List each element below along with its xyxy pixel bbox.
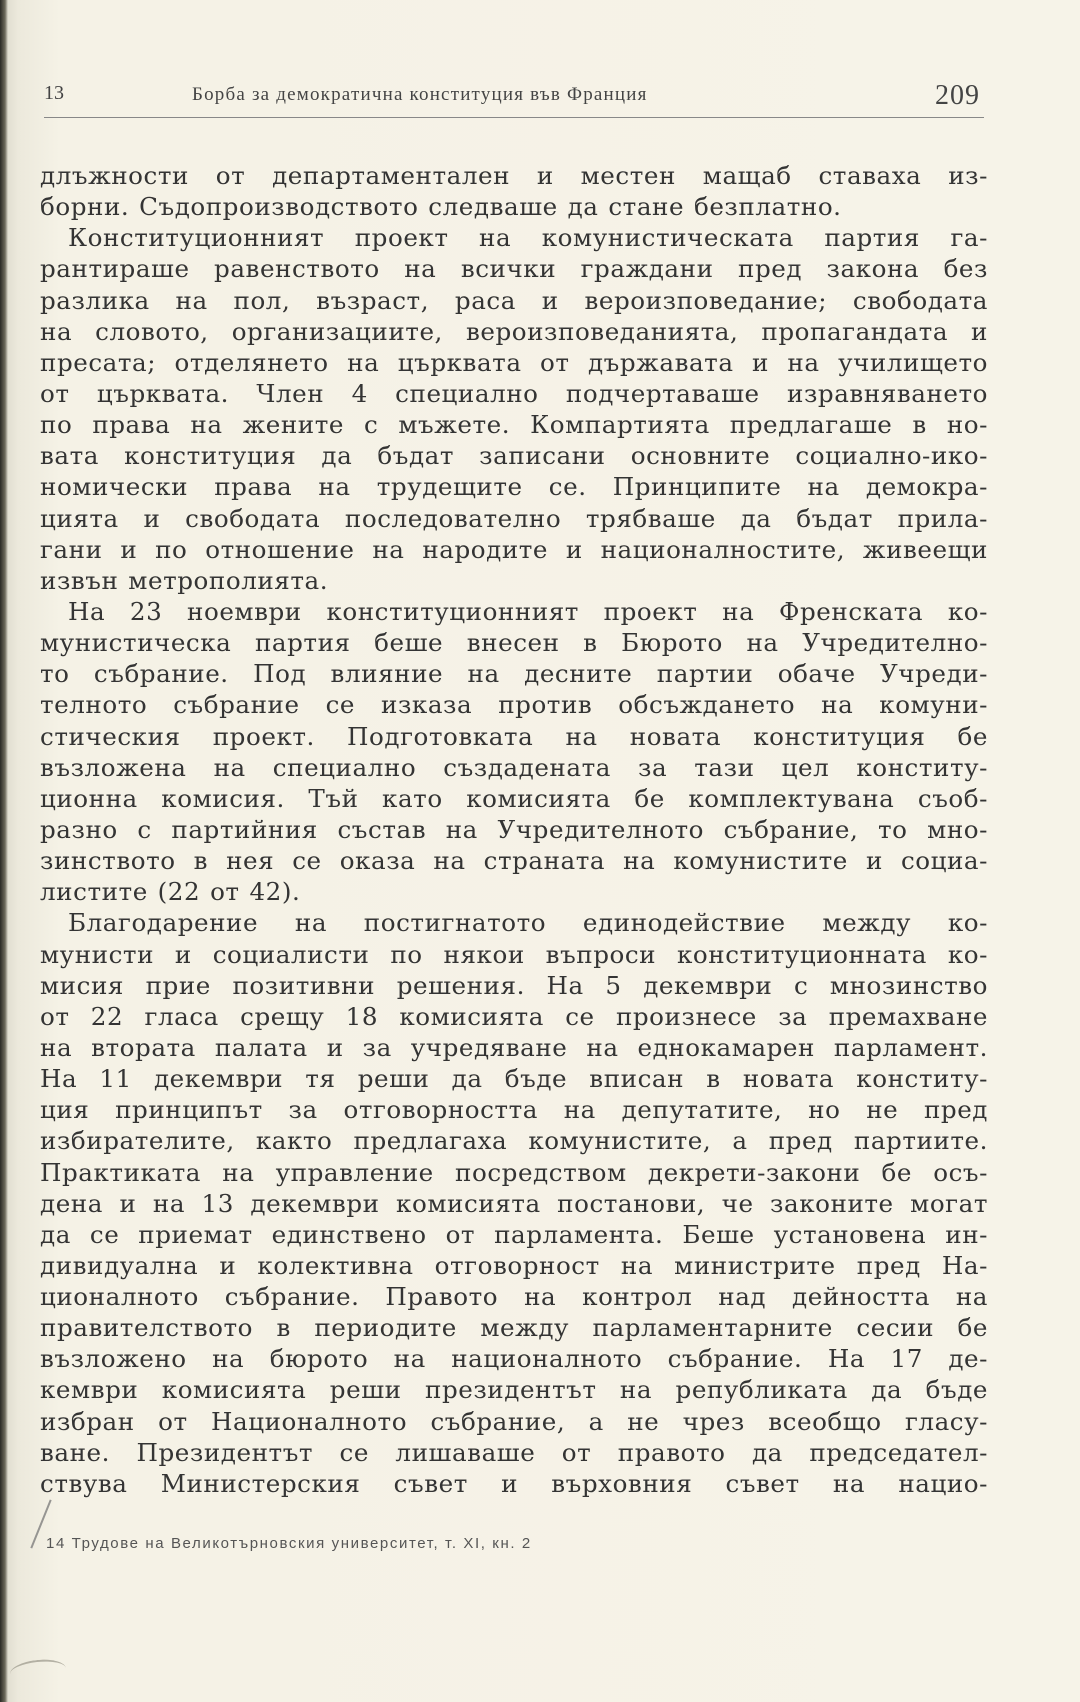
text-line: вата конституция да бъдат записани основните социално-ико-: [40, 441, 988, 471]
text-line: пресата; отделянето на църквата от държавата и на училището: [40, 347, 988, 377]
text-line: възложена на специално създадената за тази цел конститу-: [40, 752, 988, 782]
text-line: извън метрополията.: [40, 565, 329, 595]
text-line: гани и по отношение на народите и националностите, живеещи: [40, 534, 988, 564]
text-line: правителството в периодите между парламентарните сесии бе: [40, 1313, 988, 1343]
text-line: ция принципът за отговорността на депутатите, но не пред: [40, 1095, 988, 1125]
text-line: възложено на бюрото на националното събрание. На 17 де-: [40, 1344, 988, 1374]
running-title: Борба за демократична конституция във Франция: [192, 84, 648, 105]
text-line: Практиката на управление посредством декрети-закони бе осъ-: [40, 1157, 988, 1187]
text-line: на словото, организациите, вероизповеданията, пропагандата и: [40, 316, 988, 346]
page-edge-mark: [9, 1657, 67, 1685]
text-line: от църквата. Член 4 специално подчертаваше изравняването: [40, 378, 988, 408]
text-line: зинството в нея се оказа на страната на комунистите и социа-: [40, 846, 988, 876]
header-rule: [44, 117, 984, 118]
text-line: Благодарение на постигнатото единодействие между ко-: [68, 908, 988, 938]
text-line: стическия проект. Подготовката на новата конституция бе: [40, 721, 988, 751]
footnote-signature: 14 Трудове на Великотърновския университет, т. XI, кн. 2: [46, 1535, 532, 1552]
text-line: дена и на 13 декември комисията постанови, че законите могат: [40, 1188, 988, 1218]
text-line: разно с партийния състав на Учредителното събрание, то мно-: [40, 814, 988, 844]
text-line: ционна комисия. Тъй като комисията бе комплектувана съоб-: [40, 783, 988, 813]
text-line: цията и свободата последователно трябваше да бъдат прила-: [40, 503, 988, 533]
text-line: На 11 декември тя реши да бъде вписан в новата конститу-: [40, 1064, 988, 1094]
text-line: рантираше равенството на всички граждани пред закона без: [40, 254, 988, 284]
text-line: телното събрание се изказа против обсъждането на комуни-: [40, 690, 988, 720]
text-line: избран от Националното събрание, а не чрез всеобщо гласу-: [40, 1406, 988, 1436]
body-text: [40, 160, 988, 1499]
text-line: от 22 гласа срещу 18 комисията се произнесе за премахване: [40, 1001, 988, 1031]
text-line: ционалното събрание. Правото на контрол над дейността на: [40, 1282, 988, 1312]
text-line: по права на жените с мъжете. Компартията предлагаше в но-: [40, 410, 988, 440]
text-line: борни. Съдопроизводството следваше да стане безплатно.: [40, 192, 842, 222]
text-line: дивидуална и колективна отговорност на министрите пред На-: [40, 1250, 988, 1280]
text-line: мисия прие позитивни решения. На 5 декември с мнозинство: [40, 970, 988, 1000]
text-line: кември комисията реши президентът на републиката да бъде: [40, 1375, 988, 1405]
text-line: на втората палата и за учредяване на еднокамарен парламент.: [40, 1032, 988, 1062]
signature-mark: 13: [44, 82, 64, 104]
text-line: то събрание. Под влияние на десните партии обаче Учреди-: [40, 659, 988, 689]
text-line: длъжности от департаментален и местен мащаб ставаха из-: [40, 161, 988, 190]
text-line: мунистическа партия беше внесен в Бюрото на Учредително-: [40, 628, 988, 658]
text-line: На 23 ноември конституционният проект на Френската ко-: [68, 596, 988, 626]
text-line: Конституционният проект на комунистическата партия га-: [68, 223, 988, 253]
page-number: 209: [935, 80, 980, 111]
text-line: избирателите, както предлагаха комунистите, а пред партиите.: [40, 1126, 988, 1156]
page-header: [44, 78, 984, 114]
text-line: да се приемат единствено от парламента. Беше установена ин-: [40, 1219, 988, 1249]
text-line: ствува Министерския съвет и върховния съвет на нацио-: [40, 1468, 988, 1498]
text-line: листите (22 от 42).: [40, 877, 301, 907]
text-line: ване. Президентът се лишаваше от правото да председател-: [40, 1437, 988, 1467]
text-line: мунисти и социалисти по някои въпроси конституционната ко-: [40, 939, 988, 969]
text-line: разлика на пол, възраст, раса и вероизповедание; свободата: [40, 285, 988, 315]
text-line: номически права на трудещите се. Принципите на демокра-: [40, 472, 988, 502]
book-spine-shadow: [0, 0, 8, 1702]
